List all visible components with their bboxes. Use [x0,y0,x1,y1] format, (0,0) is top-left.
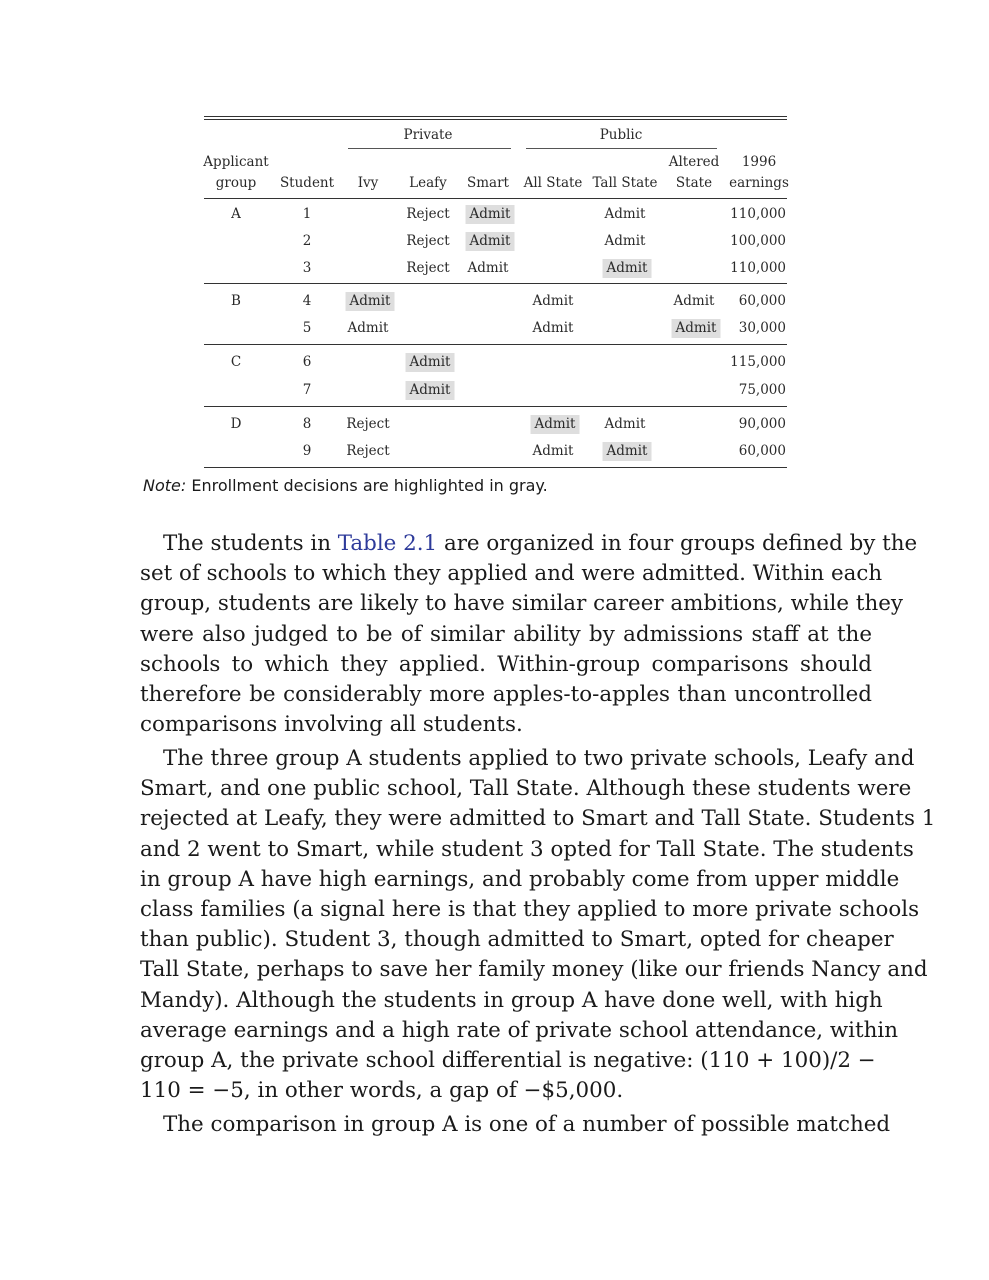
paragraph-line: The comparison in group A is one of a number of possible matched [163,1111,891,1137]
table-2-1 [204,116,787,468]
cell-all-state: Admit [532,320,574,336]
paragraph-2 [117,744,936,1106]
student-id: 9 [302,443,312,459]
cell-all-state: Admit [532,293,574,309]
student-id: 6 [302,354,312,370]
cell-tall-state: Admit [604,416,646,432]
cell-earnings: 60,000 [738,443,786,459]
group-label-d: D [230,416,242,432]
note-label: Note: [143,476,187,495]
group-label-a: A [231,206,241,222]
cell-tall-state: Admit [604,233,646,249]
body-text [117,529,936,1144]
cell-earnings: 110,000 [730,260,786,276]
cell-earnings: 100,000 [730,233,786,249]
group-rule [204,344,787,345]
paragraph-line: group, students are likely to have similar career ambitions, while they [140,591,903,617]
cell-leafy: Reject [406,260,450,276]
group-rule [204,406,787,407]
col-applicant-bottom: group [215,175,257,191]
student-id: 2 [302,233,312,249]
cell-ivy-enrolled: Admit [346,292,395,311]
paragraph-line: Tall State, perhaps to save her family money (like our friends Nancy and [140,957,928,983]
paragraph-line: 110 = −5, in other words, a gap of −$5,000. [140,1078,624,1104]
cell-leafy: Reject [406,206,450,222]
paragraph-line: The three group A students applied to two private schools, Leafy and [163,745,915,771]
col-leafy: Leafy [409,175,447,191]
student-id: 4 [302,293,312,309]
cell-earnings: 110,000 [730,206,786,222]
paragraph-line: average earnings and a high rate of private school attendance, within [140,1017,898,1043]
student-id: 3 [302,260,312,276]
paragraph-3 [117,1110,891,1140]
table-top-rule-2 [204,119,787,120]
paragraph-line: therefore be considerably more apples-to-apples than uncontrolled [140,682,872,708]
cell-all-state-enrolled: Admit [531,415,580,434]
col-tall-state: Tall State [592,175,658,191]
student-id: 8 [302,416,312,432]
paragraph-line: rejected at Leafy, they were admitted to Smart and Tall State. Students 1 [140,806,936,832]
table-top-rule [204,116,787,117]
cell-earnings: 75,000 [738,382,786,398]
header-private: Private [403,127,453,143]
table-2-1-link[interactable]: Table 2.1 [337,531,438,556]
cell-ivy: Reject [346,416,390,432]
group-label-b: B [231,293,241,309]
col-all-state: All State [523,175,583,191]
cell-earnings: 115,000 [730,354,786,370]
cell-altered-state-enrolled: Admit [672,319,721,338]
col-earnings-top: 1996 [741,154,777,170]
paragraph-line: Mandy). Although the students in group A have done well, with high [140,987,883,1013]
cell-smart-enrolled: Admit [466,232,515,251]
cell-earnings: 60,000 [738,293,786,309]
cell-ivy: Reject [346,443,390,459]
group-rule [204,283,787,284]
header-public: Public [599,127,643,143]
paragraph-line: comparisons involving all students. [140,712,523,738]
cell-altered-state: Admit [673,293,715,309]
cell-leafy-enrolled: Admit [406,353,455,372]
paragraph-line: group A, the private school differential is negative: (110 + 100)/2 − [140,1047,876,1073]
table-note [143,476,548,495]
cell-tall-state-enrolled: Admit [603,259,652,278]
col-student: Student [279,175,335,191]
col-smart: Smart [467,175,509,191]
student-id: 5 [302,320,312,336]
cell-ivy: Admit [347,320,389,336]
paragraph-line: schools to which they applied. Within-group comparisons should [140,651,872,677]
cell-smart-enrolled: Admit [466,205,515,224]
col-applicant-top: Applicant [203,154,269,170]
paragraph-line: set of schools to which they applied and were admitted. Within each [140,561,883,587]
paragraph-line: and 2 went to Smart, while student 3 opted for Tall State. The students [140,836,914,862]
note-text: Enrollment decisions are highlighted in gray. [191,476,548,495]
paragraph-line: The students in Table 2.1 are organized in four groups defined by the [163,531,918,556]
paragraph-line: than public). Student 3, though admitted to Smart, opted for cheaper [140,927,894,953]
header-rule [204,198,787,199]
cell-tall-state: Admit [604,206,646,222]
student-id: 7 [302,382,312,398]
cell-all-state: Admit [532,443,574,459]
paragraph-line: were also judged to be of similar ability by admissions staff at the [140,621,872,647]
paragraph-line: class families (a signal here is that they applied to more private schools [140,896,920,922]
paragraph-line: in group A have high earnings, and probably come from upper middle [140,866,900,892]
col-earnings-bottom: earnings [729,175,789,191]
paragraph-1 [117,529,918,740]
cell-earnings: 90,000 [738,416,786,432]
group-label-c: C [230,354,242,370]
col-altered-bottom: State [675,175,713,191]
public-underline [526,148,717,149]
table-bottom-rule [204,467,787,468]
cell-tall-state-enrolled: Admit [603,442,652,461]
cell-leafy: Reject [406,233,450,249]
cell-smart: Admit [467,260,509,276]
cell-earnings: 30,000 [738,320,786,336]
paragraph-line: Smart, and one public school, Tall State. Although these students were [140,776,912,802]
cell-leafy-enrolled: Admit [406,381,455,400]
student-id: 1 [302,206,312,222]
col-altered-top: Altered [668,154,720,170]
private-underline [348,148,511,149]
col-ivy: Ivy [357,175,379,191]
